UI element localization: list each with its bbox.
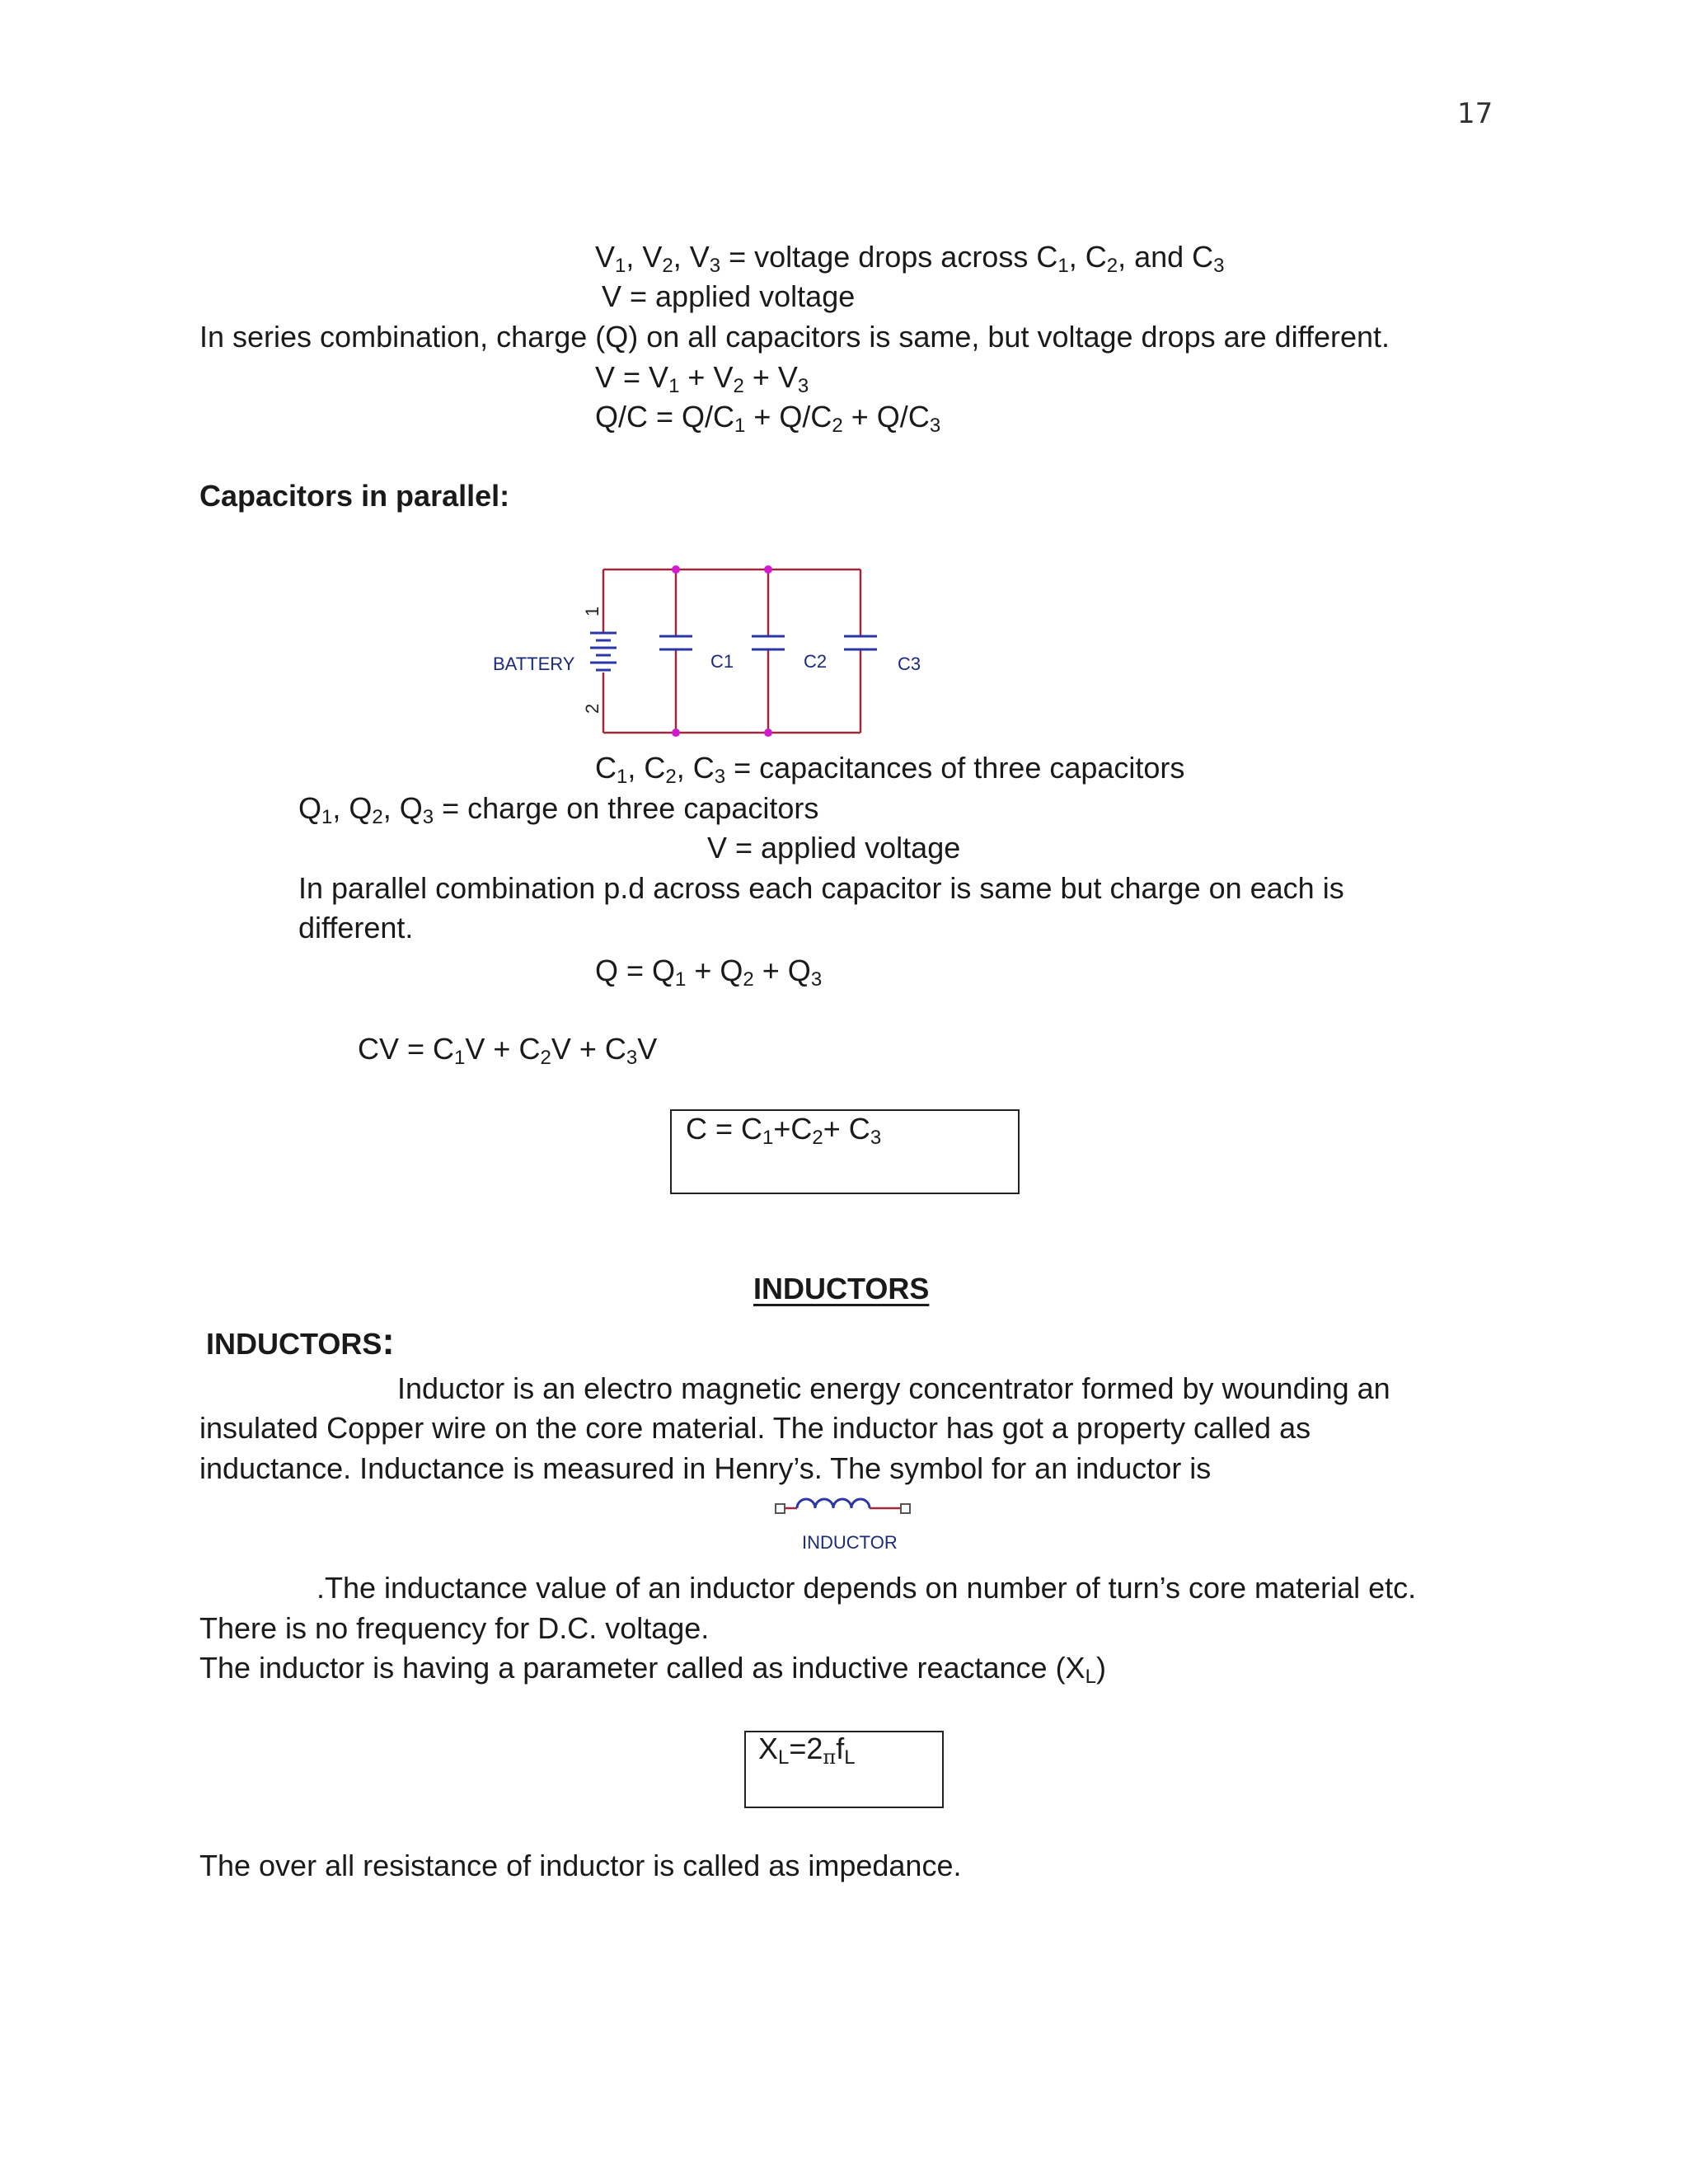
parallel-charge-legend: $Q_1$, $Q_2$, $Q_3$ = charge on three capacitors — [298, 791, 819, 828]
parallel-cv-equation: CV = $C_1V + C_2V + C_3V$ — [358, 1032, 658, 1069]
parallel-statement-line1: In parallel combination p.d across each capacitor is same but charge on each is — [298, 871, 1344, 905]
battery-pin-2-label: 2 — [582, 703, 603, 714]
inductors-subheading: INDUCTORS: — [206, 1319, 395, 1362]
series-voltage-equation: $V = V_1 + V_2 + V_3$ — [595, 360, 809, 397]
capacitor-c1-label: C1 — [710, 651, 734, 672]
reactance-formula: $X_L=2_\pi f_L$ — [758, 1732, 856, 1769]
battery-label: BATTERY — [493, 654, 575, 674]
parallel-statement-line2: different. — [298, 911, 414, 944]
capacitor-c2-label: C2 — [804, 651, 828, 672]
inductors-title: INDUCTORS — [753, 1272, 930, 1305]
series-statement: In series combination, charge (Q) on all capacitors is same, but voltage drops are different. — [199, 320, 1390, 354]
inductance-depends-line: .The inductance value of an inductor depends on number of turn’s core material etc. — [316, 1571, 1417, 1605]
coil-icon — [797, 1499, 870, 1508]
parallel-applied-voltage: V = applied voltage — [707, 831, 961, 865]
series-applied-voltage: V = applied voltage — [602, 279, 856, 313]
parallel-capacitance-legend: $C_1$, $C_2$, $C_3$ = capacitances of three capacitors — [595, 751, 1185, 788]
impedance-line: The over all resistance of inductor is called as impedance. — [199, 1849, 962, 1882]
series-charge-equation: $Q/C = Q/C_1 + Q/C_2 + Q/C_3$ — [595, 400, 941, 437]
dc-frequency-line: There is no frequency for D.C. voltage. — [199, 1611, 710, 1645]
series-voltage-legend: $V_1$, $V_2$, $V_3$ = voltage drops across $C_1$, $C_2$, and $C_3$ — [595, 240, 1225, 277]
inductor-paragraph-line2: insulated Copper wire on the core material. The inductor has got a property called as — [199, 1411, 1311, 1445]
parallel-heading: Capacitors in parallel: — [199, 479, 510, 513]
parallel-result-formula: $C = C_1+C_2+ C_3$ — [686, 1112, 882, 1149]
inductor-paragraph-line3: inductance. Inductance is measured in Henry’s. The symbol for an inductor is — [199, 1451, 1212, 1485]
inductive-reactance-line: The inductor is having a parameter called as inductive reactance $(X_L)$ — [199, 1651, 1106, 1688]
battery-pin-1-label: 1 — [582, 606, 603, 616]
inductor-paragraph-line1: Inductor is an electro magnetic energy concentrator formed by wounding an — [397, 1371, 1390, 1405]
page-number: 17 — [1457, 97, 1493, 130]
capacitor-c3-label: C3 — [898, 654, 921, 674]
parallel-charge-equation: $Q = Q_1 + Q_2 + Q_3$ — [595, 954, 823, 991]
inductor-symbol-label: INDUCTOR — [802, 1532, 898, 1553]
